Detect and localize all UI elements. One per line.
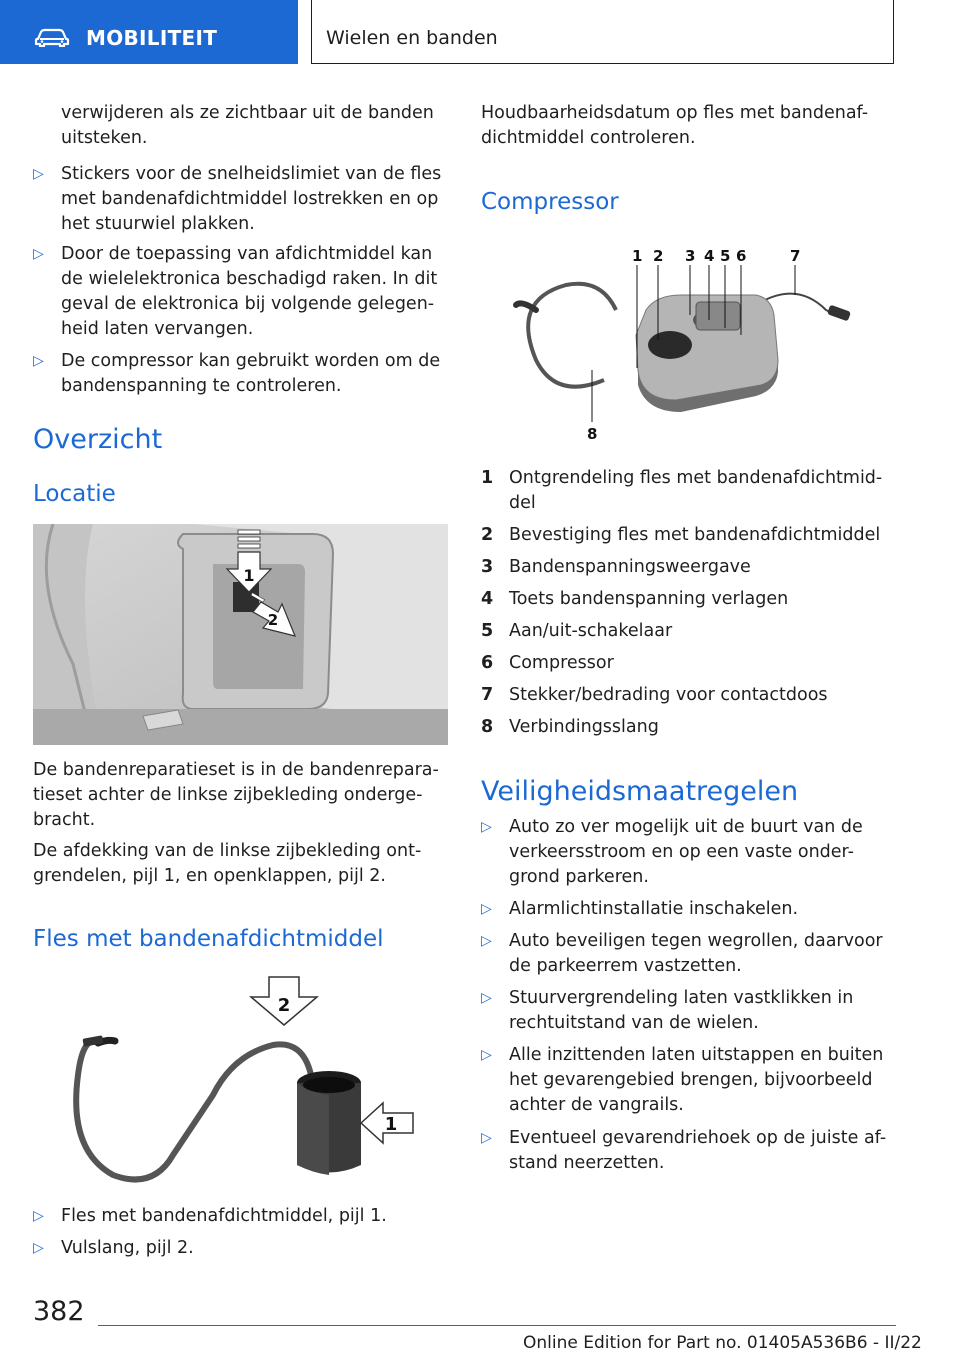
callout-7: 7	[790, 247, 801, 265]
triangle-bullet-icon: ▷	[33, 1208, 44, 1224]
car-icon	[34, 27, 70, 47]
triangle-bullet-icon: ▷	[33, 246, 44, 262]
arrow-2-icon	[251, 977, 317, 1025]
bullet-text: Eventueel gevarendriehoek op de juiste af-stand neerzetten.	[509, 1128, 887, 1173]
bullet-text: Auto beveiligen tegen wegrollen, daarvoor de parkeerrem vastzetten.	[509, 931, 883, 976]
bullet-text: De compressor kan gebruikt worden om de bandenspanning te controleren.	[61, 351, 441, 396]
overview-heading: Overzicht	[33, 424, 163, 455]
bullet-text: Door de toepassing van afdichtmiddel kan de wielelektronica beschadigd raken. In dit geval de elektronica bij volgende gelegen-heid laten vervangen.	[61, 244, 438, 339]
chapter-tab	[0, 0, 298, 64]
bullet-text: Alle inzittenden laten uitstappen en buiten het gevarengebied brengen, bijvoorbeeld achter de vangrails.	[509, 1045, 884, 1115]
bottle-heading: Fles met bandenafdichtmiddel	[33, 926, 384, 952]
arrow-label: 2	[267, 611, 279, 629]
location-image	[33, 524, 448, 745]
triangle-bullet-icon: ▷	[33, 166, 44, 182]
location-paragraph: De bandenreparatieset is in de bandenrepara-tieset achter de linkse zijbekleding onderge-bracht.	[33, 760, 439, 830]
safety-heading: Veiligheidsmaatregelen	[481, 776, 799, 807]
bullet-text: Stickers voor de snelheidslimiet van de fles met bandenafdichtmiddel lostrekken en op het stuurwiel plakken.	[61, 164, 442, 234]
intro-text: Houdbaarheidsdatum op fles met bandenaf-dichtmiddel controleren.	[481, 103, 869, 148]
callout-8: 8	[587, 425, 598, 443]
triangle-bullet-icon: ▷	[481, 990, 492, 1006]
arrow-label: 1	[243, 566, 255, 585]
section-title: Wielen en banden	[326, 27, 498, 49]
callout-4: 4	[704, 247, 715, 265]
callout-2: 2	[653, 247, 664, 265]
intro-continuation: verwijderen als ze zichtbaar uit de banden uitsteken.	[61, 103, 434, 148]
compressor-heading: Compressor	[481, 189, 619, 215]
triangle-bullet-icon: ▷	[33, 353, 44, 369]
arrow-label: 1	[384, 1114, 398, 1135]
triangle-bullet-icon: ▷	[481, 819, 492, 835]
section-header	[311, 0, 894, 64]
bullet-text: Auto zo ver mogelijk uit de buurt van de verkeersstroom en op een vaste onder-grond parkeren.	[509, 817, 863, 887]
page-number: 382	[33, 1296, 85, 1327]
bottle-image	[73, 975, 433, 1185]
edition-footer: Online Edition for Part no. 01405A536B6 - II/22	[523, 1333, 922, 1353]
chapter-title: MOBILITEIT	[86, 26, 218, 50]
footer-divider	[98, 1325, 896, 1326]
callout-6: 6	[736, 247, 747, 265]
location-heading: Locatie	[33, 481, 116, 507]
arrow-1-icon	[361, 1103, 413, 1143]
triangle-bullet-icon: ▷	[481, 933, 492, 949]
triangle-bullet-icon: ▷	[481, 901, 492, 917]
bullet-text: Fles met bandenafdichtmiddel, pijl 1.	[61, 1206, 387, 1226]
location-paragraph: De afdekking van de linkse zijbekleding ont-grendelen, pijl 1, en openklappen, pijl 2.	[33, 841, 422, 886]
callout-5: 5	[720, 247, 731, 265]
bullet-text: Stuurvergrendeling laten vastklikken in rechtuitstand van de wielen.	[509, 988, 854, 1033]
bullet-text: Vulslang, pijl 2.	[61, 1238, 194, 1258]
triangle-bullet-icon: ▷	[33, 1240, 44, 1256]
bullet-text: Alarmlichtinstallatie inschakelen.	[509, 899, 799, 919]
arrow-label: 2	[277, 995, 291, 1016]
triangle-bullet-icon: ▷	[481, 1130, 492, 1146]
compressor-image	[506, 240, 866, 445]
triangle-bullet-icon: ▷	[481, 1047, 492, 1063]
callout-3: 3	[685, 247, 696, 265]
callout-1: 1	[632, 247, 643, 265]
